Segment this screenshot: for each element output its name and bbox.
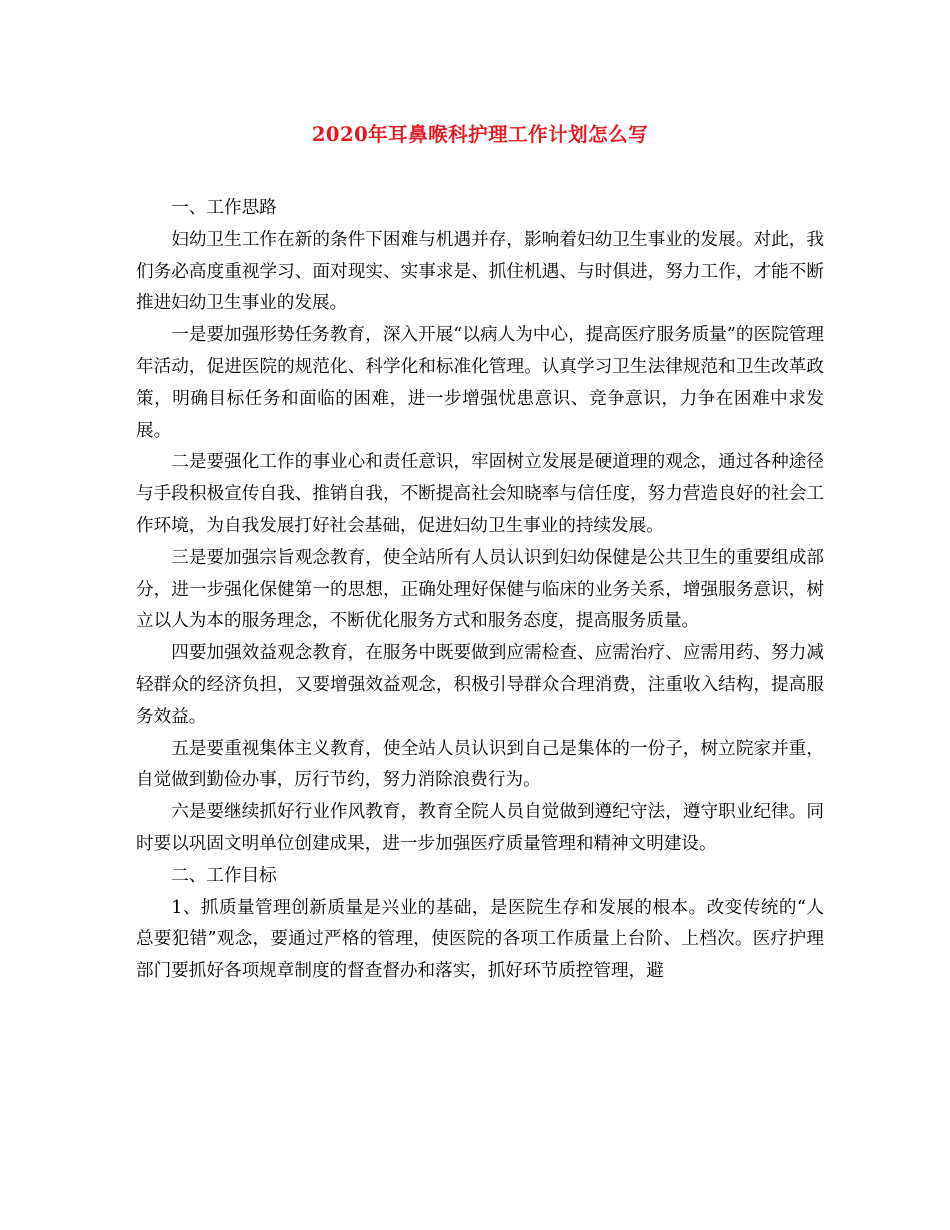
- document-title: 2020年耳鼻喉科护理工作计划怎么写: [311, 123, 649, 146]
- paragraph-point-3: 三是要加强宗旨观念教育，使全站所有人员认识到妇幼保健是公共卫生的重要组成部分，进一步强化保健第一的思想，正确处理好保健与临床的业务关系，增强服务意识，树立以人为本的服务理念，不断优化服务方式和服务态度，提高服务质量。: [136, 547, 824, 632]
- paragraph-intro: 妇幼卫生工作在新的条件下困难与机遇并存，影响着妇幼卫生事业的发展。对此，我们务必高度重视学习、面对现实、实事求是、抓住机遇、与时俱进，努力工作，才能不断推进妇幼卫生事业的发展。: [136, 229, 824, 314]
- section-heading-1: 一、工作思路: [171, 198, 277, 218]
- paragraph-point-6: 六是要继续抓好行业作风教育，教育全院人员自觉做到遵纪守法，遵守职业纪律。同时要以巩固文明单位创建成果，进一步加强医疗质量管理和精神文明建设。: [136, 802, 824, 854]
- paragraph-point-4: 四要加强效益观念教育，在服务中既要做到应需检查、应需治疗、应需用药、努力减轻群众的经济负担，又要增强效益观念，积极引导群众合理消费，注重收入结构，提高服务效益。: [136, 643, 824, 727]
- paragraph-point-2: 二是要强化工作的事业心和责任意识，牢固树立发展是硬道理的观念，通过各种途径与手段积极宣传自我、推销自我，不断提高社会知晓率与信任度，努力营造良好的社会工作环境，为自我发展打好社会基础，促进妇幼卫生事业的持续发展。: [136, 452, 824, 536]
- document-body: [136, 193, 824, 988]
- document-page: [136, 0, 824, 1230]
- paragraph-goal-1: 1、抓质量管理创新质量是兴业的基础，是医院生存和发展的根本。改变传统的“人总要犯错”观念，要通过严格的管理，使医院的各项工作质量上台阶、上档次。医疗护理部门要抓好各项规章制度的督查督办和落实，抓好环节质控管理，避: [136, 897, 824, 982]
- paragraph-point-5: 五是要重视集体主义教育，使全站人员认识到自己是集体的一份子，树立院家并重，自觉做到勤俭办事，厉行节约，努力消除浪费行为。: [136, 738, 824, 791]
- paragraph-point-1: 一是要加强形势任务教育，深入开展“以病人为中心，提高医疗服务质量”的医院管理年活动，促进医院的规范化、科学化和标准化管理。认真学习卫生法律规范和卫生改革政策，明确目标任务和面临的困难，进一步增强忧患意识、竞争意识，力争在困难中求发展。: [136, 325, 824, 441]
- section-heading-2: 二、工作目标: [171, 865, 277, 886]
